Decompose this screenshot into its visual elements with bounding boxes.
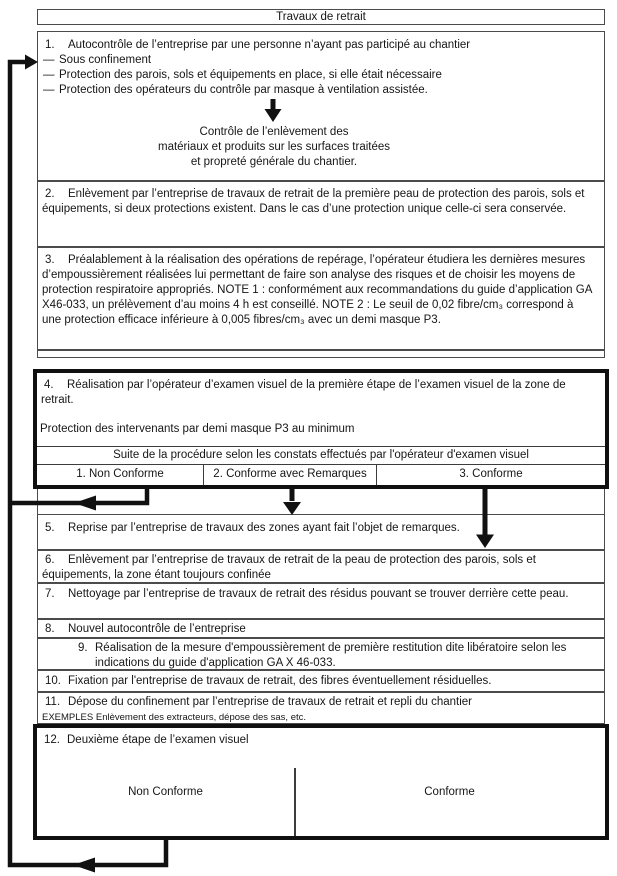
step-3-text: Préalablement à la réalisation des opérations de repérage, l’opérateur étudiera les dernières mesures d’empoussièrement réalisées lui permettant de faire son analyse des risques et de choisir les moyens de protection respiratoire appropriés. NOTE 1 : conformément aux recommandations du guide d’application GA X46-033, un prélèvement d’au moins 4 h est conseillé. NOTE 2 : Le seuil de 0,02 fibre/cm₃ correspond à une protection efficace inférieure à 0,005 fibres/cm₃ avec un demi masque P3.	[42, 254, 592, 326]
step-3-number: 3.	[45, 254, 55, 266]
step-2-number: 2.	[45, 188, 55, 200]
step-11-examples-text: EXEMPLES Enlèvement des extracteurs, dépose des sas, etc.	[42, 712, 307, 723]
bullet-text: Protection des opérateurs du contrôle par masque à ventilation assistée.	[59, 84, 428, 96]
step-9-box	[37, 638, 605, 670]
outcome-cell-conforme: 3. Conforme	[459, 468, 523, 480]
dash-bullet-icon: —	[43, 54, 55, 66]
step-1-box	[37, 31, 605, 181]
step-12-number: 12.	[44, 734, 60, 746]
step-10-text: Fixation par l'entreprise de travaux de retrait, des fibres éventuellement résiduelles.	[68, 675, 492, 687]
step-2-text: Enlèvement par l’entreprise de travaux de retrait de la première peau de protection des parois, sols et équipements, si deux protections existent. Dans le cas d’une protection unique celle-ci sera conservée.	[42, 188, 585, 215]
outcome-cell-conforme-remarques: 2. Conforme avec Remarques	[203, 465, 377, 485]
step-8-text: Nouvel autocontrôle de l’entreprise	[68, 623, 246, 635]
step-11-row	[38, 693, 604, 710]
step-2-row	[38, 182, 604, 217]
control-note-line: et propreté générale du chantier.	[190, 156, 358, 168]
page-title: Travaux de retrait	[276, 11, 366, 23]
dash-bullet-icon: —	[43, 84, 55, 96]
step-3-box	[37, 247, 605, 350]
step-11-text: Dépose du confinement par l’entreprise de travaux de retrait et repli du chantier	[68, 696, 473, 708]
step-6-number: 6.	[45, 554, 55, 566]
step-7-row	[38, 584, 604, 602]
step-7-text: Nettoyage par l’entreprise de travaux de retrait des résidus pouvant se trouver derrière cette peau.	[68, 588, 569, 600]
step-12-row	[37, 728, 605, 748]
step-4-row	[37, 373, 605, 408]
step-12-conforme-label: Conforme	[424, 786, 475, 798]
step-9-row	[38, 639, 604, 671]
control-note-line: Contrôle de l’enlèvement des	[199, 126, 349, 138]
outcome-cells-row	[37, 464, 605, 485]
step-1-row	[38, 32, 604, 53]
step-1-number: 1.	[45, 39, 55, 51]
step-7-number: 7.	[45, 588, 55, 600]
step-8-box	[37, 619, 605, 638]
step-12-text: Deuxième étape de l’examen visuel	[67, 734, 249, 746]
dash-bullet-icon: —	[43, 69, 55, 81]
bottom-return-arrowhead-icon	[73, 858, 95, 873]
step-4-protection-text: Protection des intervenants par demi masque P3 au minimum	[40, 423, 355, 435]
step-10-box	[37, 670, 605, 692]
step-12-column-divider	[294, 768, 296, 836]
step-9-text: Réalisation de la mesure d'empoussièrement de première restitution dite libératoire selon les indications du guide d'application GA X 46-033.	[95, 642, 567, 669]
step-6-row	[38, 551, 604, 583]
outcome-cell-non-conforme: 1. Non Conforme	[76, 468, 164, 480]
step-6-box	[37, 550, 605, 583]
step-11-number: 11.	[45, 696, 61, 708]
bullet-text: Sous confinement	[59, 54, 152, 66]
step-7-box	[37, 583, 605, 619]
control-note-line: matériaux et produits sur les surfaces traitées	[157, 141, 391, 153]
step-5-box	[37, 514, 605, 550]
step-8-number: 8.	[45, 623, 55, 635]
step-11-box	[37, 692, 605, 724]
title-box	[37, 9, 605, 25]
step-4-text: Réalisation par l’opérateur d’examen visuel de la première étape de l’examen visuel de la zone de retrait.	[41, 379, 566, 406]
step-1-bullet	[38, 68, 604, 83]
outcome-table-header: Suite de la procédure selon les constats effectués par l'opérateur d'examen visuel	[37, 446, 605, 464]
step-12-non-conforme-label: Non Conforme	[128, 786, 203, 798]
step-8-row	[38, 620, 604, 637]
step-2-box	[37, 181, 605, 247]
step-4-number: 4.	[44, 379, 54, 391]
step-3-row	[38, 248, 604, 328]
step-5-text: Reprise par l’entreprise de travaux des zones ayant fait l’objet de remarques.	[68, 522, 460, 534]
step-9-number: 9.	[78, 642, 88, 654]
step-10-number: 10.	[45, 675, 61, 687]
step-1-text: Autocontrôle de l’entreprise par une personne n’ayant pas participé au chantier	[68, 39, 471, 51]
control-note	[38, 125, 510, 170]
step-6-text: Enlèvement par l’entreprise de travaux de retrait de la peau de protection des parois, sols et équipements, la zone étant toujours confinée	[42, 554, 536, 581]
step-5-row	[38, 515, 604, 536]
step-1-bullet	[38, 83, 604, 98]
arrow-gap-row	[37, 489, 605, 514]
step-5-number: 5.	[45, 522, 55, 534]
step-4-box	[33, 369, 609, 489]
bullet-text: Protection des parois, sols et équipements en place, si elle était nécessaire	[59, 69, 442, 81]
step-1-bullet	[38, 53, 604, 68]
step-4-outcome-table	[37, 446, 605, 485]
spacer-row	[37, 350, 605, 358]
step-12-box	[33, 724, 609, 840]
step-10-row	[38, 671, 604, 689]
